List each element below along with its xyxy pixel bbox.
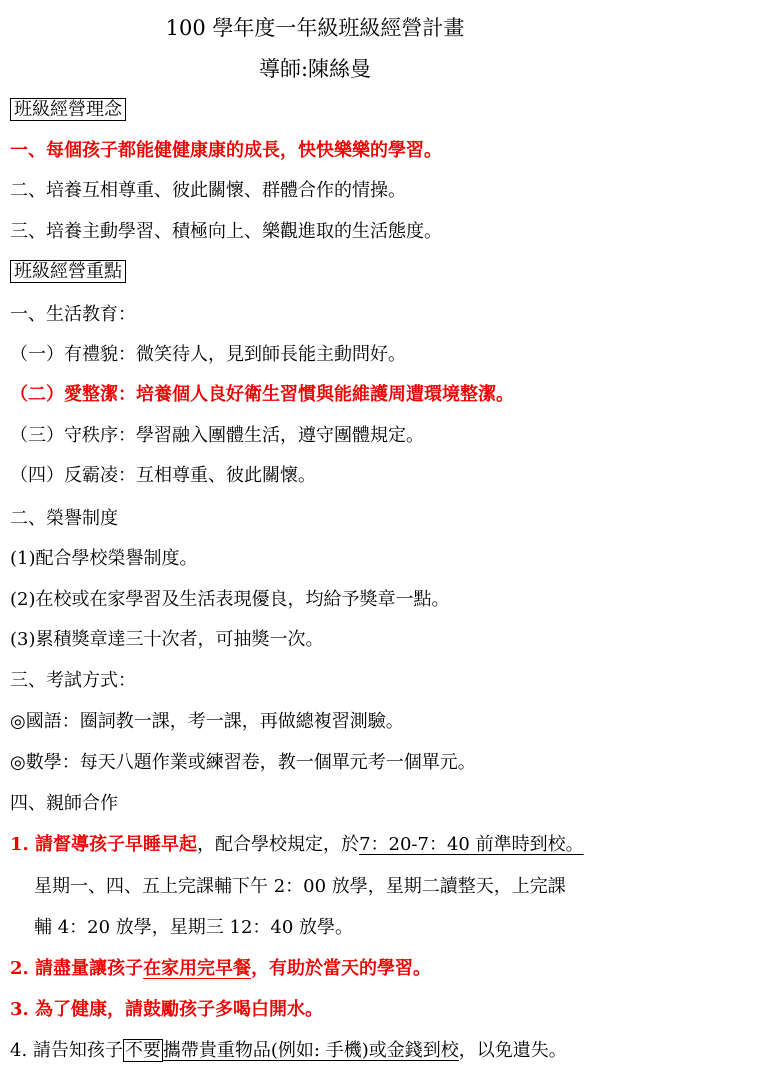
life-education-item-1: （一）有禮貌：微笑待人，見到師長能主動問好。	[10, 344, 406, 365]
philosophy-item-3: 三、培養主動學習、積極向上、樂觀進取的生活態度。	[10, 221, 442, 242]
item-2-breakfast: 在家用完早餐	[143, 958, 252, 979]
philosophy-item-1: 一、每個孩子都能健健康康的成長，快快樂樂的學習。	[10, 140, 442, 161]
item-4-valuables: 攜帶貴重物品(例如: 手機)或金錢到校	[162, 1040, 459, 1061]
exam-method-title: 三、考試方式：	[10, 670, 136, 691]
parent-teacher-item-1	[10, 832, 584, 858]
life-education-item-2: （二）愛整潔：培養個人良好衛生習慣與能維護周遭環境整潔。	[10, 384, 514, 405]
parent-teacher-item-1-schedule-2: 輔 4：20 放學，星期三 12：40 放學。	[34, 917, 354, 938]
parent-teacher-item-4	[10, 1038, 567, 1064]
item-2-post: ，有助於當天的學習。	[251, 958, 432, 979]
page-title: 100 學年度一年級班級經營計畫	[165, 16, 465, 40]
exam-method-item-2: ◎數學：每天八題作業或練習卷，教一個單元考一個單元。	[10, 752, 476, 773]
life-education-item-4: （四）反霸凌：互相尊重、彼此關懷。	[10, 465, 316, 486]
honor-system-item-2: (2)在校或在家學習及生活表現優良，均給予獎章一點。	[10, 589, 450, 610]
focus-heading-row	[10, 259, 126, 285]
life-education-title: 一、生活教育：	[10, 304, 136, 325]
parent-teacher-item-1-schedule-1: 星期一、四、五上完課輔下午 2：00 放學，星期二讀整天，上完課	[34, 876, 566, 897]
honor-system-item-1: (1)配合學校榮譽制度。	[10, 548, 198, 569]
parent-teacher-item-3: 3. 為了健康，請鼓勵孩子多喝白開水。	[10, 999, 324, 1020]
parent-teacher-title: 四、親師合作	[10, 793, 118, 814]
teacher-name: 導師:陳絲曼	[258, 57, 372, 81]
exam-method-item-1: ◎國語：圈詞教一課，考一課，再做總複習測驗。	[10, 711, 404, 732]
philosophy-heading-row	[10, 97, 126, 123]
philosophy-item-2: 二、培養互相尊重、彼此關懷、群體合作的情操。	[10, 180, 406, 201]
honor-system-item-3: (3)累積獎章達三十次者，可抽獎一次。	[10, 629, 324, 650]
item-4-post: ，以免遺失。	[458, 1040, 567, 1061]
section-heading-focus: 班級經營重點	[10, 260, 126, 283]
honor-system-title: 二、榮譽制度	[10, 508, 118, 529]
item-2-pre: 2. 請盡量讓孩子	[10, 958, 144, 979]
item-1-arrival-time: 7：20-7：40 前準時到校。	[359, 834, 584, 855]
item-4-do-not: 不要	[124, 1040, 161, 1061]
parent-teacher-item-2	[10, 956, 431, 982]
item-1-emphasis: 1. 請督導孩子早睡早起	[10, 834, 198, 855]
section-heading-philosophy: 班級經營理念	[10, 98, 126, 121]
item-4-pre: 4. 請告知孩子	[10, 1040, 123, 1061]
item-1-text: ，配合學校規定，於	[197, 834, 360, 855]
life-education-item-3: （三）守秩序：學習融入團體生活，遵守團體規定。	[10, 425, 424, 446]
